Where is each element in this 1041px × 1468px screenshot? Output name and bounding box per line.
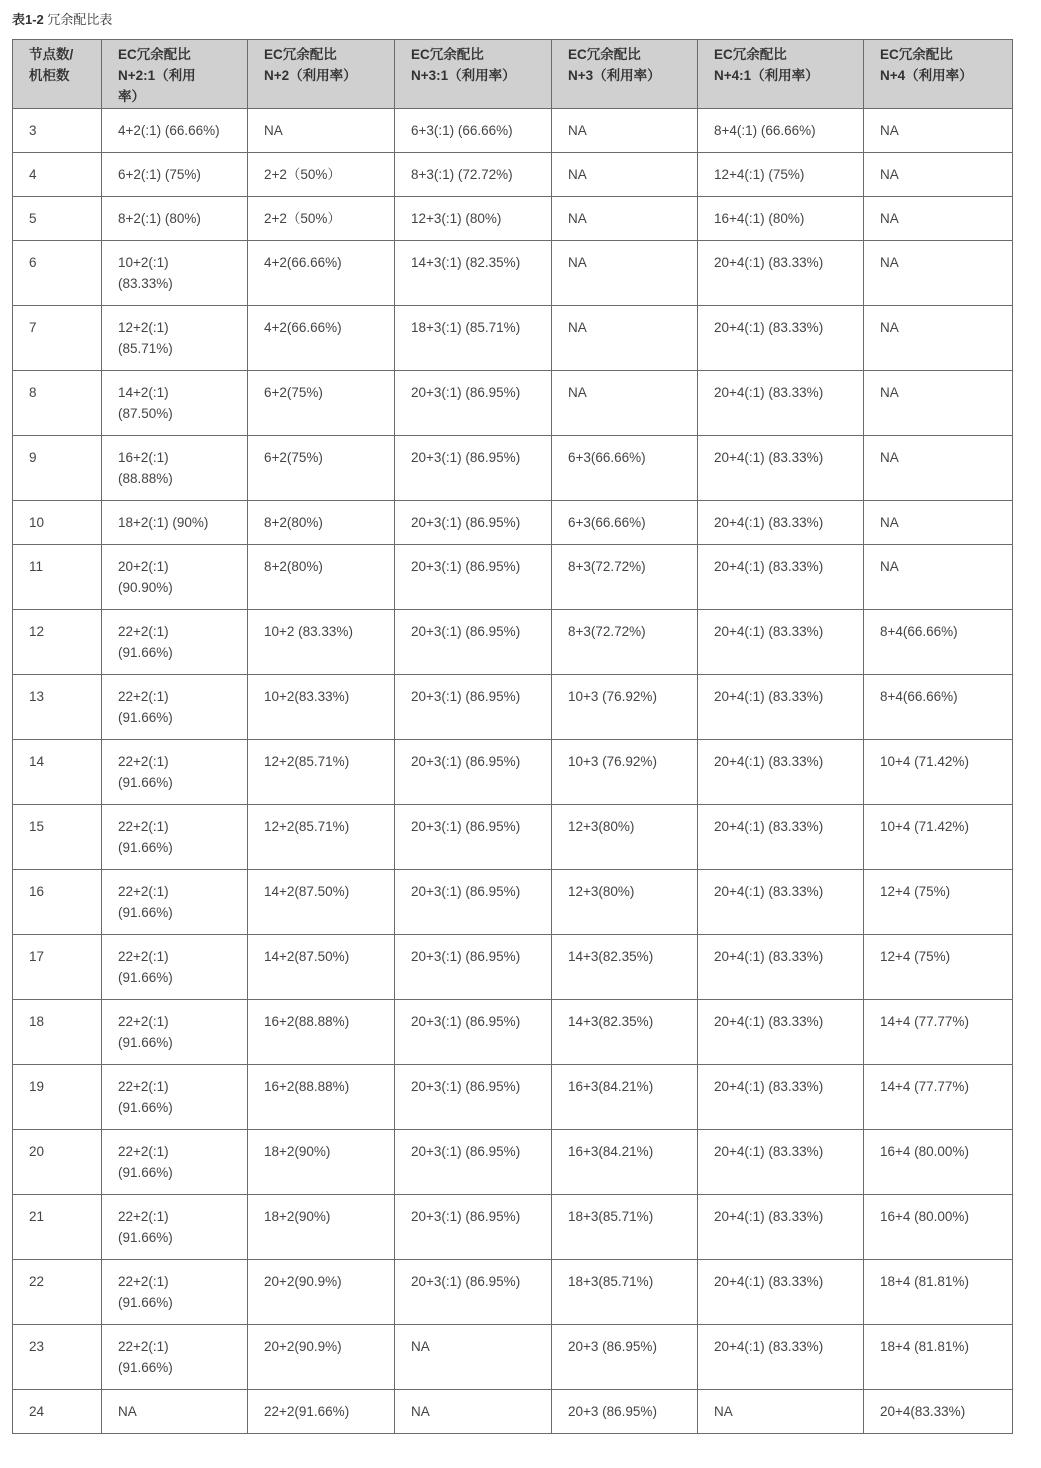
cell-n4-1: 20+4(:1) (83.33%) bbox=[698, 436, 864, 501]
cell-text-line: 18+2(:1) (90%) bbox=[118, 515, 209, 530]
cell-n4-1: NA bbox=[698, 1390, 864, 1434]
cell-n4-1: 20+4(:1) (83.33%) bbox=[698, 1000, 864, 1065]
cell-n2-1 bbox=[102, 1260, 248, 1325]
header-text-line: EC冗余配比 bbox=[714, 47, 787, 62]
cell-text-line: (91.66%) bbox=[118, 1035, 173, 1050]
cell-text-line: 22+2(:1) bbox=[118, 1274, 169, 1289]
cell-n3: 6+3(66.66%) bbox=[552, 436, 698, 501]
cell-n3-1: 14+3(:1) (82.35%) bbox=[395, 241, 552, 306]
cell-nodes: 21 bbox=[13, 1195, 102, 1260]
cell-n2-1 bbox=[102, 1390, 248, 1434]
cell-n3: 12+3(80%) bbox=[552, 805, 698, 870]
cell-n3-1: 20+3(:1) (86.95%) bbox=[395, 610, 552, 675]
cell-n4-1: 20+4(:1) (83.33%) bbox=[698, 1195, 864, 1260]
table-caption bbox=[12, 11, 112, 29]
cell-n4-1: 20+4(:1) (83.33%) bbox=[698, 241, 864, 306]
cell-n3-1: 20+3(:1) (86.95%) bbox=[395, 1195, 552, 1260]
cell-text-line: (83.33%) bbox=[118, 276, 173, 291]
cell-n2: 10+2 (83.33%) bbox=[248, 610, 395, 675]
cell-nodes: 12 bbox=[13, 610, 102, 675]
cell-n4: 8+4(66.66%) bbox=[864, 610, 1013, 675]
table-row bbox=[13, 241, 1013, 306]
cell-nodes: 11 bbox=[13, 545, 102, 610]
cell-text-line: 22+2(:1) bbox=[118, 624, 169, 639]
cell-n2: 18+2(90%) bbox=[248, 1130, 395, 1195]
header-n4-1 bbox=[698, 40, 864, 109]
cell-nodes: 10 bbox=[13, 501, 102, 545]
cell-nodes: 18 bbox=[13, 1000, 102, 1065]
table-title: 冗余配比表 bbox=[47, 12, 113, 27]
cell-text-line: 22+2(:1) bbox=[118, 819, 169, 834]
cell-n2: 8+2(80%) bbox=[248, 501, 395, 545]
table-row bbox=[13, 153, 1013, 197]
cell-nodes: 7 bbox=[13, 306, 102, 371]
cell-nodes: 9 bbox=[13, 436, 102, 501]
cell-n3: NA bbox=[552, 306, 698, 371]
cell-nodes: 8 bbox=[13, 371, 102, 436]
cell-n2-1 bbox=[102, 870, 248, 935]
header-nodes bbox=[13, 40, 102, 109]
table-row bbox=[13, 1325, 1013, 1390]
header-text-line: N+2（利用率） bbox=[264, 68, 357, 83]
cell-text-line: 22+2(:1) bbox=[118, 884, 169, 899]
cell-n4: NA bbox=[864, 545, 1013, 610]
cell-n2: 16+2(88.88%) bbox=[248, 1065, 395, 1130]
cell-text-line: (91.66%) bbox=[118, 1360, 173, 1375]
cell-n2: NA bbox=[248, 109, 395, 153]
cell-n2: 6+2(75%) bbox=[248, 436, 395, 501]
cell-text-line: (85.71%) bbox=[118, 341, 173, 356]
table-row bbox=[13, 610, 1013, 675]
table-row bbox=[13, 935, 1013, 1000]
cell-text-line: (91.66%) bbox=[118, 1295, 173, 1310]
cell-n3-1: 18+3(:1) (85.71%) bbox=[395, 306, 552, 371]
header-n4 bbox=[864, 40, 1013, 109]
cell-text-line: (91.66%) bbox=[118, 645, 173, 660]
cell-nodes: 22 bbox=[13, 1260, 102, 1325]
cell-nodes: 6 bbox=[13, 241, 102, 306]
cell-n2: 20+2(90.9%) bbox=[248, 1260, 395, 1325]
cell-n3: 16+3(84.21%) bbox=[552, 1130, 698, 1195]
cell-text-line: NA bbox=[118, 1404, 137, 1419]
cell-n4: 14+4 (77.77%) bbox=[864, 1000, 1013, 1065]
cell-text-line: 22+2(:1) bbox=[118, 754, 169, 769]
cell-n3-1: 20+3(:1) (86.95%) bbox=[395, 740, 552, 805]
cell-n4-1: 12+4(:1) (75%) bbox=[698, 153, 864, 197]
cell-text-line: 22+2(:1) bbox=[118, 689, 169, 704]
cell-n3: 18+3(85.71%) bbox=[552, 1260, 698, 1325]
cell-n3: 8+3(72.72%) bbox=[552, 545, 698, 610]
table-row bbox=[13, 371, 1013, 436]
cell-n3: 12+3(80%) bbox=[552, 870, 698, 935]
cell-nodes: 15 bbox=[13, 805, 102, 870]
table-row bbox=[13, 1065, 1013, 1130]
cell-n3-1: 20+3(:1) (86.95%) bbox=[395, 371, 552, 436]
cell-text-line: (91.66%) bbox=[118, 1230, 173, 1245]
cell-n3: NA bbox=[552, 197, 698, 241]
table-row bbox=[13, 197, 1013, 241]
cell-nodes: 20 bbox=[13, 1130, 102, 1195]
cell-n2: 16+2(88.88%) bbox=[248, 1000, 395, 1065]
cell-n4: NA bbox=[864, 197, 1013, 241]
table-row bbox=[13, 1260, 1013, 1325]
cell-nodes: 14 bbox=[13, 740, 102, 805]
table-header-row bbox=[13, 40, 1013, 109]
cell-text-line: (87.50%) bbox=[118, 406, 173, 421]
cell-n4-1: 20+4(:1) (83.33%) bbox=[698, 1325, 864, 1390]
table-row bbox=[13, 805, 1013, 870]
table-body bbox=[13, 109, 1013, 1434]
header-n2-1 bbox=[102, 40, 248, 109]
cell-n4: 12+4 (75%) bbox=[864, 935, 1013, 1000]
cell-text-line: (90.90%) bbox=[118, 580, 173, 595]
cell-n2-1 bbox=[102, 1065, 248, 1130]
cell-text-line: 20+2(:1) bbox=[118, 559, 169, 574]
cell-text-line: 22+2(:1) bbox=[118, 1209, 169, 1224]
cell-n3-1: 20+3(:1) (86.95%) bbox=[395, 501, 552, 545]
cell-n2: 10+2(83.33%) bbox=[248, 675, 395, 740]
cell-n4-1: 20+4(:1) (83.33%) bbox=[698, 1260, 864, 1325]
cell-n2: 8+2(80%) bbox=[248, 545, 395, 610]
cell-n3-1: 20+3(:1) (86.95%) bbox=[395, 1130, 552, 1195]
table-row bbox=[13, 740, 1013, 805]
cell-n3-1: NA bbox=[395, 1390, 552, 1434]
cell-n3: 20+3 (86.95%) bbox=[552, 1325, 698, 1390]
cell-n3-1: NA bbox=[395, 1325, 552, 1390]
cell-n3-1: 8+3(:1) (72.72%) bbox=[395, 153, 552, 197]
cell-n4-1: 20+4(:1) (83.33%) bbox=[698, 935, 864, 1000]
cell-n3: NA bbox=[552, 109, 698, 153]
cell-text-line: 22+2(:1) bbox=[118, 1144, 169, 1159]
header-text-line: 机柜数 bbox=[29, 68, 70, 83]
cell-text-line: (91.66%) bbox=[118, 905, 173, 920]
table-row bbox=[13, 1130, 1013, 1195]
cell-n2-1 bbox=[102, 153, 248, 197]
cell-n4: 16+4 (80.00%) bbox=[864, 1130, 1013, 1195]
header-n3 bbox=[552, 40, 698, 109]
header-text-line: EC冗余配比 bbox=[568, 47, 641, 62]
cell-n2: 18+2(90%) bbox=[248, 1195, 395, 1260]
cell-n4: 20+4(83.33%) bbox=[864, 1390, 1013, 1434]
cell-n4-1: 8+4(:1) (66.66%) bbox=[698, 109, 864, 153]
cell-n3-1: 20+3(:1) (86.95%) bbox=[395, 870, 552, 935]
cell-n4-1: 20+4(:1) (83.33%) bbox=[698, 306, 864, 371]
cell-nodes: 19 bbox=[13, 1065, 102, 1130]
cell-n4-1: 20+4(:1) (83.33%) bbox=[698, 675, 864, 740]
header-text-line: N+2:1（利用 bbox=[118, 68, 196, 83]
header-n2 bbox=[248, 40, 395, 109]
cell-text-line: 8+2(:1) (80%) bbox=[118, 211, 201, 226]
cell-n2-1 bbox=[102, 675, 248, 740]
cell-n4: NA bbox=[864, 501, 1013, 545]
cell-n2-1 bbox=[102, 1195, 248, 1260]
cell-n4: 12+4 (75%) bbox=[864, 870, 1013, 935]
table-row bbox=[13, 675, 1013, 740]
cell-text-line: 10+2(:1) bbox=[118, 255, 169, 270]
cell-n4: 18+4 (81.81%) bbox=[864, 1325, 1013, 1390]
cell-n2-1 bbox=[102, 306, 248, 371]
cell-n2: 14+2(87.50%) bbox=[248, 870, 395, 935]
cell-n4-1: 20+4(:1) (83.33%) bbox=[698, 1130, 864, 1195]
cell-n2-1 bbox=[102, 1130, 248, 1195]
table-row bbox=[13, 1195, 1013, 1260]
header-text-line: N+4（利用率） bbox=[880, 68, 973, 83]
cell-n2: 2+2（50%） bbox=[248, 197, 395, 241]
table-row bbox=[13, 1000, 1013, 1065]
cell-n3-1: 20+3(:1) (86.95%) bbox=[395, 1065, 552, 1130]
cell-n2: 20+2(90.9%) bbox=[248, 1325, 395, 1390]
cell-n3: 18+3(85.71%) bbox=[552, 1195, 698, 1260]
cell-text-line: (91.66%) bbox=[118, 840, 173, 855]
cell-n2: 22+2(91.66%) bbox=[248, 1390, 395, 1434]
cell-nodes: 17 bbox=[13, 935, 102, 1000]
cell-nodes: 23 bbox=[13, 1325, 102, 1390]
cell-n2-1 bbox=[102, 935, 248, 1000]
cell-n3-1: 6+3(:1) (66.66%) bbox=[395, 109, 552, 153]
cell-n4: 14+4 (77.77%) bbox=[864, 1065, 1013, 1130]
cell-n2-1 bbox=[102, 545, 248, 610]
cell-n4-1: 20+4(:1) (83.33%) bbox=[698, 371, 864, 436]
cell-n2-1 bbox=[102, 371, 248, 436]
cell-n4-1: 20+4(:1) (83.33%) bbox=[698, 610, 864, 675]
table-row bbox=[13, 109, 1013, 153]
cell-n4-1: 20+4(:1) (83.33%) bbox=[698, 545, 864, 610]
cell-n4: 18+4 (81.81%) bbox=[864, 1260, 1013, 1325]
cell-text-line: (91.66%) bbox=[118, 970, 173, 985]
header-text-line: EC冗余配比 bbox=[118, 47, 191, 62]
cell-n2-1 bbox=[102, 501, 248, 545]
cell-text-line: 6+2(:1) (75%) bbox=[118, 167, 201, 182]
cell-text-line: (91.66%) bbox=[118, 775, 173, 790]
header-text-line: N+3（利用率） bbox=[568, 68, 661, 83]
cell-n3: NA bbox=[552, 371, 698, 436]
cell-text-line: 22+2(:1) bbox=[118, 1339, 169, 1354]
cell-n4-1: 20+4(:1) (83.33%) bbox=[698, 501, 864, 545]
cell-n2-1 bbox=[102, 241, 248, 306]
cell-nodes: 3 bbox=[13, 109, 102, 153]
cell-n4-1: 20+4(:1) (83.33%) bbox=[698, 740, 864, 805]
cell-nodes: 5 bbox=[13, 197, 102, 241]
cell-n3: 10+3 (76.92%) bbox=[552, 740, 698, 805]
table-row bbox=[13, 1390, 1013, 1434]
cell-n2-1 bbox=[102, 610, 248, 675]
cell-n4: 8+4(66.66%) bbox=[864, 675, 1013, 740]
cell-n3: 10+3 (76.92%) bbox=[552, 675, 698, 740]
cell-n4: NA bbox=[864, 153, 1013, 197]
table-row bbox=[13, 501, 1013, 545]
header-text-line: 节点数/ bbox=[29, 47, 74, 62]
cell-n3: 14+3(82.35%) bbox=[552, 935, 698, 1000]
cell-text-line: 16+2(:1) bbox=[118, 450, 169, 465]
cell-text-line: 4+2(:1) (66.66%) bbox=[118, 123, 220, 138]
cell-n2: 12+2(85.71%) bbox=[248, 805, 395, 870]
cell-text-line: 12+2(:1) bbox=[118, 320, 169, 335]
table-number: 表1-2 bbox=[12, 12, 44, 27]
table-row bbox=[13, 545, 1013, 610]
cell-n3: 6+3(66.66%) bbox=[552, 501, 698, 545]
cell-n4: NA bbox=[864, 436, 1013, 501]
cell-n2-1 bbox=[102, 1325, 248, 1390]
header-n3-1 bbox=[395, 40, 552, 109]
cell-n2-1 bbox=[102, 436, 248, 501]
cell-n3-1: 12+3(:1) (80%) bbox=[395, 197, 552, 241]
cell-n2: 12+2(85.71%) bbox=[248, 740, 395, 805]
cell-n3: 16+3(84.21%) bbox=[552, 1065, 698, 1130]
cell-text-line: (91.66%) bbox=[118, 1165, 173, 1180]
cell-n2: 4+2(66.66%) bbox=[248, 306, 395, 371]
cell-n2-1 bbox=[102, 740, 248, 805]
cell-nodes: 16 bbox=[13, 870, 102, 935]
cell-n3-1: 20+3(:1) (86.95%) bbox=[395, 436, 552, 501]
table-row bbox=[13, 436, 1013, 501]
cell-n2: 14+2(87.50%) bbox=[248, 935, 395, 1000]
cell-nodes: 4 bbox=[13, 153, 102, 197]
cell-n3-1: 20+3(:1) (86.95%) bbox=[395, 545, 552, 610]
cell-nodes: 24 bbox=[13, 1390, 102, 1434]
cell-n4-1: 20+4(:1) (83.33%) bbox=[698, 870, 864, 935]
cell-n4: NA bbox=[864, 109, 1013, 153]
cell-n3: NA bbox=[552, 153, 698, 197]
cell-n4-1: 20+4(:1) (83.33%) bbox=[698, 805, 864, 870]
cell-n3: 14+3(82.35%) bbox=[552, 1000, 698, 1065]
cell-n3-1: 20+3(:1) (86.95%) bbox=[395, 1260, 552, 1325]
cell-text-line: 22+2(:1) bbox=[118, 1014, 169, 1029]
header-text-line: EC冗余配比 bbox=[880, 47, 953, 62]
cell-text-line: 14+2(:1) bbox=[118, 385, 169, 400]
header-text-line: 率） bbox=[118, 89, 145, 104]
cell-n3-1: 20+3(:1) (86.95%) bbox=[395, 675, 552, 740]
cell-n2-1 bbox=[102, 109, 248, 153]
cell-n2-1 bbox=[102, 1000, 248, 1065]
cell-n2: 2+2（50%） bbox=[248, 153, 395, 197]
cell-text-line: (91.66%) bbox=[118, 1100, 173, 1115]
cell-n3: 8+3(72.72%) bbox=[552, 610, 698, 675]
cell-n3: 20+3 (86.95%) bbox=[552, 1390, 698, 1434]
header-text-line: N+4:1（利用率） bbox=[714, 68, 819, 83]
table-row bbox=[13, 306, 1013, 371]
cell-nodes: 13 bbox=[13, 675, 102, 740]
cell-n4-1: 16+4(:1) (80%) bbox=[698, 197, 864, 241]
cell-text-line: (91.66%) bbox=[118, 710, 173, 725]
cell-n3: NA bbox=[552, 241, 698, 306]
cell-text-line: (88.88%) bbox=[118, 471, 173, 486]
cell-n3-1: 20+3(:1) (86.95%) bbox=[395, 935, 552, 1000]
cell-n4: 10+4 (71.42%) bbox=[864, 805, 1013, 870]
redundancy-ratio-table bbox=[12, 39, 1013, 1434]
cell-text-line: 22+2(:1) bbox=[118, 1079, 169, 1094]
cell-n2: 4+2(66.66%) bbox=[248, 241, 395, 306]
cell-n2-1 bbox=[102, 197, 248, 241]
table-row bbox=[13, 870, 1013, 935]
cell-n4: NA bbox=[864, 241, 1013, 306]
cell-n4: 10+4 (71.42%) bbox=[864, 740, 1013, 805]
cell-n2-1 bbox=[102, 805, 248, 870]
cell-n4-1: 20+4(:1) (83.33%) bbox=[698, 1065, 864, 1130]
header-text-line: N+3:1（利用率） bbox=[411, 68, 516, 83]
cell-n2: 6+2(75%) bbox=[248, 371, 395, 436]
header-text-line: EC冗余配比 bbox=[264, 47, 337, 62]
cell-n3-1: 20+3(:1) (86.95%) bbox=[395, 1000, 552, 1065]
cell-n4: NA bbox=[864, 306, 1013, 371]
cell-n4: NA bbox=[864, 371, 1013, 436]
header-text-line: EC冗余配比 bbox=[411, 47, 484, 62]
cell-n3-1: 20+3(:1) (86.95%) bbox=[395, 805, 552, 870]
cell-text-line: 22+2(:1) bbox=[118, 949, 169, 964]
cell-n4: 16+4 (80.00%) bbox=[864, 1195, 1013, 1260]
